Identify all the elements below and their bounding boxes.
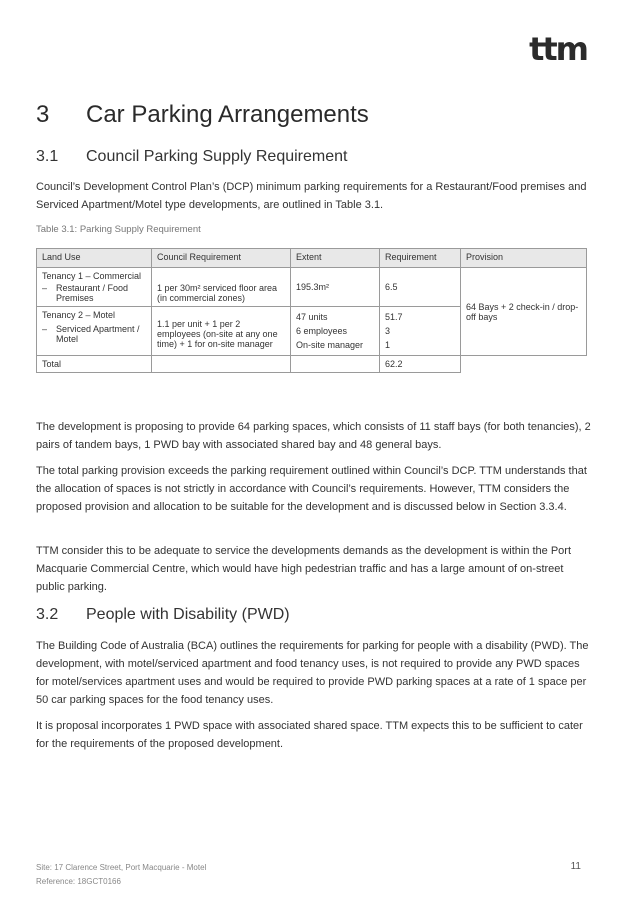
paragraph-pwd-space: It is proposal incorporates 1 PWD space with associated shared space. TTM expects this to be sufficient to cater for the requirements of the proposed development. [36, 720, 583, 750]
requirement-line: 1 [385, 340, 391, 350]
footer-site: Site: 17 Clarence Street, Port Macquarie - Motel [36, 863, 207, 872]
subsection-number: 3.2 [36, 606, 59, 623]
extent-line: 6 employees [296, 326, 348, 336]
ttm-logo: ttm [529, 30, 587, 68]
paragraph-provision: The development is proposing to provide 64 parking spaces, which consists of 11 staff bays (for both tenancies), 2 pairs of tandem bays, 1 PWD bay with associated shared bay and 48 general bays. [36, 421, 591, 451]
section-heading [36, 101, 369, 129]
subsection-number: 3.1 [36, 148, 59, 165]
intro-paragraph: Council’s Development Control Plan’s (DCP) minimum parking requirements for a Restaurant/Food premises and Serviced Apartment/Motel type developments, are outlined in Table 3.1. [36, 181, 587, 211]
extent-cell: 195.3m² [291, 268, 380, 307]
paragraph-adequate: TTM consider this to be adequate to service the developments demands as the development is within the Port Macquarie Commercial Centre, which would have high pedestrian traffic and has a large amount of on-street public parking. [36, 545, 572, 593]
table-total-row [37, 356, 587, 373]
page-number: 11 [570, 861, 581, 872]
section-number: 3 [36, 101, 50, 128]
col-provision: Provision [461, 249, 587, 268]
paragraph-bca: The Building Code of Australia (BCA) outlines the requirements for parking for people with a disability (PWD). The development, with motel/serviced apartment and food tenancy uses, is not required to provide any PWD spaces for motel/services apartment uses and would be required to provide PWD parking spaces at a rate of 1 space per 50 car parking spaces for the food tenancy uses. [36, 640, 589, 706]
section-title: Car Parking Arrangements [86, 101, 369, 128]
col-council-requirement: Council Requirement [152, 249, 291, 268]
table-caption: Table 3.1: Parking Supply Requirement [36, 224, 201, 235]
footer-reference: Reference: 18GCT0166 [36, 877, 121, 886]
parking-requirement-table [36, 248, 587, 373]
council-requirement-cell: 1.1 per unit + 1 per 2 employees (on-site at any one time) + 1 for on-site manager [152, 307, 291, 356]
empty-cell [152, 356, 291, 373]
subsection-title: People with Disability (PWD) [86, 606, 290, 623]
provision-cell: 64 Bays + 2 check-in / drop-off bays [461, 268, 587, 356]
subsection-heading-3-2 [36, 606, 290, 624]
footer [36, 861, 206, 889]
empty-cell [291, 356, 380, 373]
requirement-cell: 6.5 [380, 268, 461, 307]
requirement-line: 51.7 [385, 312, 403, 322]
paragraph-exceeds: The total parking provision exceeds the parking requirement outlined within Council’s DCP. TTM understands that the allocation of spaces is not strictly in accordance with Council’s requirements. However, TTM considers the proposed provision and allocation to be suitable for the development and is discussed below in Section 3.3.4. [36, 465, 587, 513]
extent-line: On-site manager [296, 340, 364, 350]
total-label: Total [37, 356, 152, 373]
subsection-heading-3-1 [36, 148, 347, 166]
total-value: 62.2 [380, 356, 461, 373]
requirement-cell [380, 307, 461, 356]
dash-bullet: – [42, 283, 48, 293]
tenancy-title: Tenancy 2 – Motel [42, 310, 116, 320]
tenancy-use: Restaurant / Food Premises [56, 283, 129, 303]
tenancy-title: Tenancy 1 – Commercial [42, 271, 142, 281]
dash-bullet: – [42, 324, 48, 334]
col-land-use: Land Use [37, 249, 152, 268]
table-header-row [37, 249, 587, 268]
council-requirement-cell: 1 per 30m² serviced floor area (in commercial zones) [152, 268, 291, 307]
land-use-cell [37, 307, 152, 356]
col-requirement: Requirement [380, 249, 461, 268]
extent-line: 47 units [296, 312, 328, 322]
table-row [37, 268, 587, 307]
requirement-line: 3 [385, 326, 391, 336]
subsection-title: Council Parking Supply Requirement [86, 148, 348, 165]
land-use-cell [37, 268, 152, 307]
extent-cell [291, 307, 380, 356]
col-extent: Extent [291, 249, 380, 268]
tenancy-use: Serviced Apartment / Motel [56, 324, 140, 344]
